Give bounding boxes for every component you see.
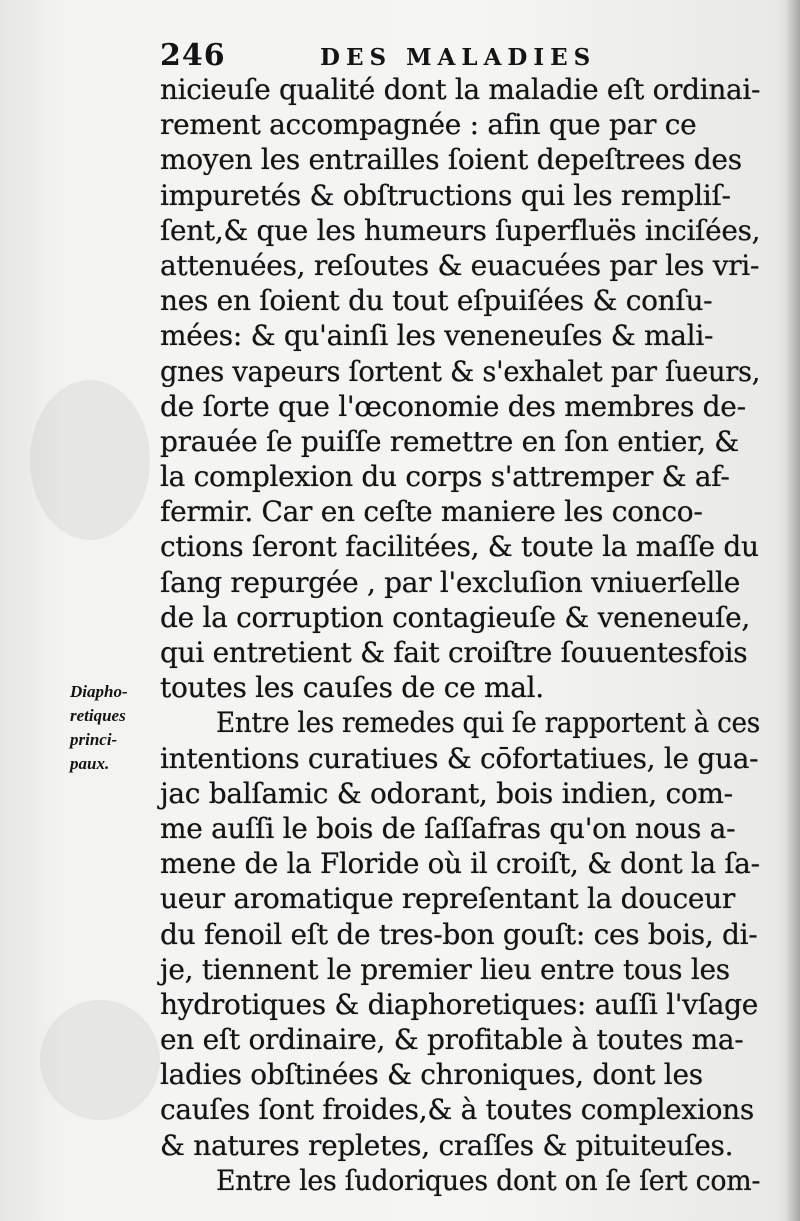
text-line: prauée ſe puiſſe remettre en ſon entier, & [160,424,739,458]
text-line: la complexion du corps s'attremper & af- [160,460,730,494]
paper-stain [40,1000,160,1120]
text-line: intentions curatiues & cōfortatiues, le gua- [160,741,759,775]
text-line: mées: & qu'ainſi les veneneuſes & mali- [160,319,714,353]
text-line: cauſes ſont froides,& à toutes complexions [160,1093,754,1127]
text-line: rement accompagnée : afin que par ce [160,108,697,142]
paragraph-first-line: Entre les ſudoriques dont on ſe ſert com- [216,1163,761,1197]
text-line: moyen les entrailles ſoient depeſtrees des [160,143,742,177]
text-line: impuretés & obſtructions qui les rempliſ- [160,178,731,212]
marginal-note [70,680,165,776]
text-line: ſent,& que les humeurs ſuperfluës inciſées, [160,213,761,247]
running-title: DES MALADIES [320,44,597,71]
body-text [160,72,760,1198]
text-line: nicieuſe qualité dont la maladie eſt ordinai- [160,73,761,106]
marginal-note-line: retiques [70,706,126,725]
text-line: ſang repurgée , par l'excluſion vniuerſelle [160,565,740,599]
marginal-note-line: princi- [70,730,118,749]
text-line: me auſſi le bois de ſaſſafras qu'on nous a- [160,811,736,845]
text-line: je, tiennent le premier lieu entre tous les [160,952,730,986]
page-edge-shadow [786,0,800,1221]
text-line: attenuées, reſoutes & euacuées par les vri- [160,248,760,282]
text-line: & natures repletes, craſſes & pituiteuſes. [160,1128,734,1162]
text-line: du fenoil eſt de tres-bon gouſt: ces bois, di- [160,917,758,951]
text-line: jac balſamic & odorant, bois indien, com- [160,776,733,810]
text-line: ueur aromatique repreſentant la douceur [160,882,736,916]
text-line: ctions ſeront facilitées, & toute la maſſe du [160,530,759,564]
paragraph-first-line: Entre les remedes qui ſe rapportent à ces [216,706,760,740]
text-line: de la corruption contagieuſe & veneneuſe, [160,600,751,634]
page-number: 246 [160,38,226,73]
paper-stain [30,380,150,540]
text-line: ladies obſtinées & chroniques, dont les [160,1058,703,1092]
text-line: de ſorte que l'œconomie des membres de- [160,389,746,423]
marginal-note-line: Diapho- [70,682,128,701]
text-line: fermir. Car en ceſte maniere les conco- [160,495,703,529]
text-line: gnes vapeurs ſortent & s'exhalet par ſueurs, [160,354,761,388]
marginal-note-line: paux. [70,754,110,773]
text-line: mene de la Floride où il croiſt, & dont la ſa- [160,847,760,881]
text-line: nes en ſoient du tout eſpuiſées & conſu- [160,284,713,318]
text-line: hydrotiques & diaphoretiques: auſſi l'vſage [160,987,759,1021]
text-line: qui entretient & fait croiſtre ſouuentesfois [160,636,748,669]
text-line: en eſt ordinaire, & profitable à toutes ma- [160,1023,744,1057]
text-line: toutes les cauſes de ce mal. [160,671,544,705]
